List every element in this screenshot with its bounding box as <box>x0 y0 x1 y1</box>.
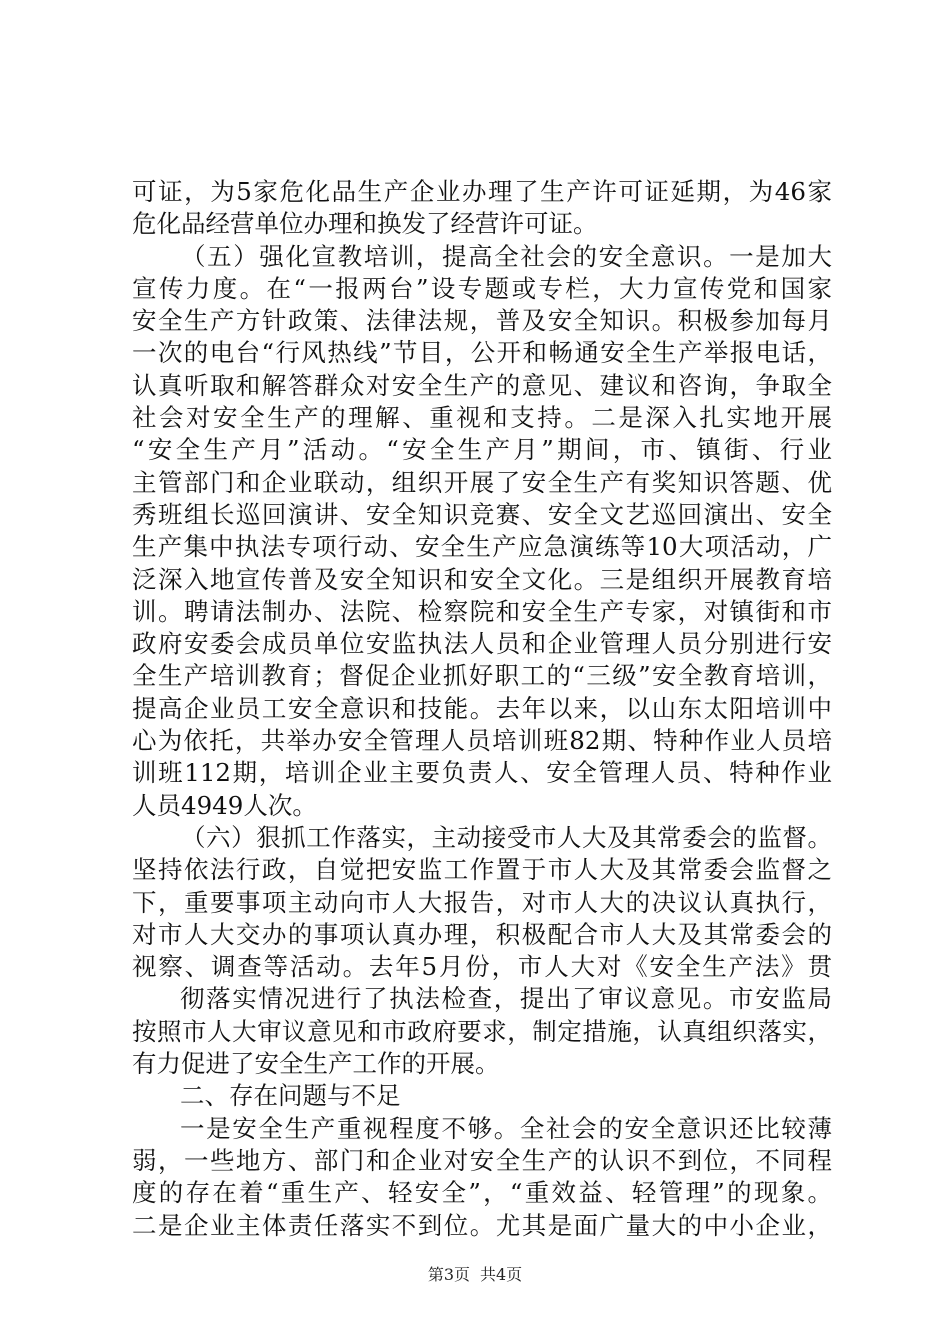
text-line: 对市人大交办的事项认真办理，积极配合市人大及其常委会的 <box>132 919 832 949</box>
text-line: 危化品经营单位办理和换发了经营许可证。 <box>132 209 598 239</box>
text-line: 下，重要事项主动向市人大报告，对市人大的决议认真执行， <box>132 887 832 917</box>
page-footer <box>0 1265 950 1285</box>
text-line: 一次的电台“行风热线”节目，公开和畅通安全生产举报电话， <box>132 338 832 368</box>
text-line: 按照市人大审议意见和市政府要求，制定措施，认真组织落实， <box>132 1016 832 1046</box>
text-line: 安全生产方针政策、法律法规，普及安全知识。积极参加每月 <box>132 306 832 336</box>
text-line: 提高企业员工安全意识和技能。去年以来，以山东太阳培训中 <box>132 693 832 723</box>
section-heading-line: （五）强化宣教培训，提高全社会的安全意识。一是加大 <box>181 241 832 271</box>
text-line: 主管部门和企业联动，组织开展了安全生产有奖知识答题、优 <box>132 467 832 497</box>
text-line: 坚持依法行政，自觉把安监工作置于市人大及其常委会监督之 <box>132 855 832 885</box>
text-line: 秀班组长巡回演讲、安全知识竞赛、安全文艺巡回演出、安全 <box>132 499 832 529</box>
text-line: 可证，为5家危化品生产企业办理了生产许可证延期，为46家 <box>132 177 832 206</box>
text-line: 二是企业主体责任落实不到位。尤其是面广量大的中小企业， <box>132 1210 832 1240</box>
text-line: 一是安全生产重视程度不够。全社会的安全意识还比较薄 <box>180 1113 832 1143</box>
text-line: 全生产培训教育；督促企业抓好职工的“三级”安全教育培训， <box>132 661 832 691</box>
text-line: 度的存在着“重生产、轻安全”，“重效益、轻管理”的现象。 <box>132 1178 832 1208</box>
text-line: 训。聘请法制办、法院、检察院和安全生产专家，对镇街和市 <box>132 596 832 626</box>
section-heading-line: （六）狠抓工作落实，主动接受市人大及其常委会的监督。 <box>181 822 832 852</box>
text-line: 训班112期，培训企业主要负责人、安全管理人员、特种作业 <box>132 758 832 788</box>
text-line: 社会对安全生产的理解、重视和支持。二是深入扎实地开展 <box>132 403 832 433</box>
page-number: 第3页 <box>427 1265 470 1284</box>
text-line: 弱，一些地方、部门和企业对安全生产的认识不到位，不同程 <box>132 1145 832 1175</box>
text-line: 彻落实情况进行了执法检查，提出了审议意见。市安监局 <box>180 984 832 1014</box>
document-body <box>132 176 832 1242</box>
text-line: 政府安委会成员单位安监执法人员和企业管理人员分别进行安 <box>132 629 832 659</box>
text-line: 人员4949人次。 <box>132 790 317 820</box>
text-line: 心为依托，共举办安全管理人员培训班82期、特种作业人员培 <box>132 726 832 756</box>
text-line: “安全生产月”活动。“安全生产月”期间，市、镇街、行业 <box>132 435 832 465</box>
section-heading: 二、存在问题与不足 <box>180 1081 401 1111</box>
text-line: 生产集中执法专项行动、安全生产应急演练等10大项活动，广 <box>132 532 832 562</box>
text-line: 有力促进了安全生产工作的开展。 <box>132 1049 500 1079</box>
text-line: 宣传力度。在“一报两台”设专题或专栏，大力宣传党和国家 <box>132 273 832 303</box>
text-line: 视察、调查等活动。去年5月份，市人大对《安全生产法》贯 <box>132 952 832 982</box>
text-line: 泛深入地宣传普及安全知识和安全文化。三是组织开展教育培 <box>132 564 832 594</box>
page-total: 共4页 <box>480 1265 523 1284</box>
text-line: 认真听取和解答群众对安全生产的意见、建议和咨询，争取全 <box>132 370 832 400</box>
